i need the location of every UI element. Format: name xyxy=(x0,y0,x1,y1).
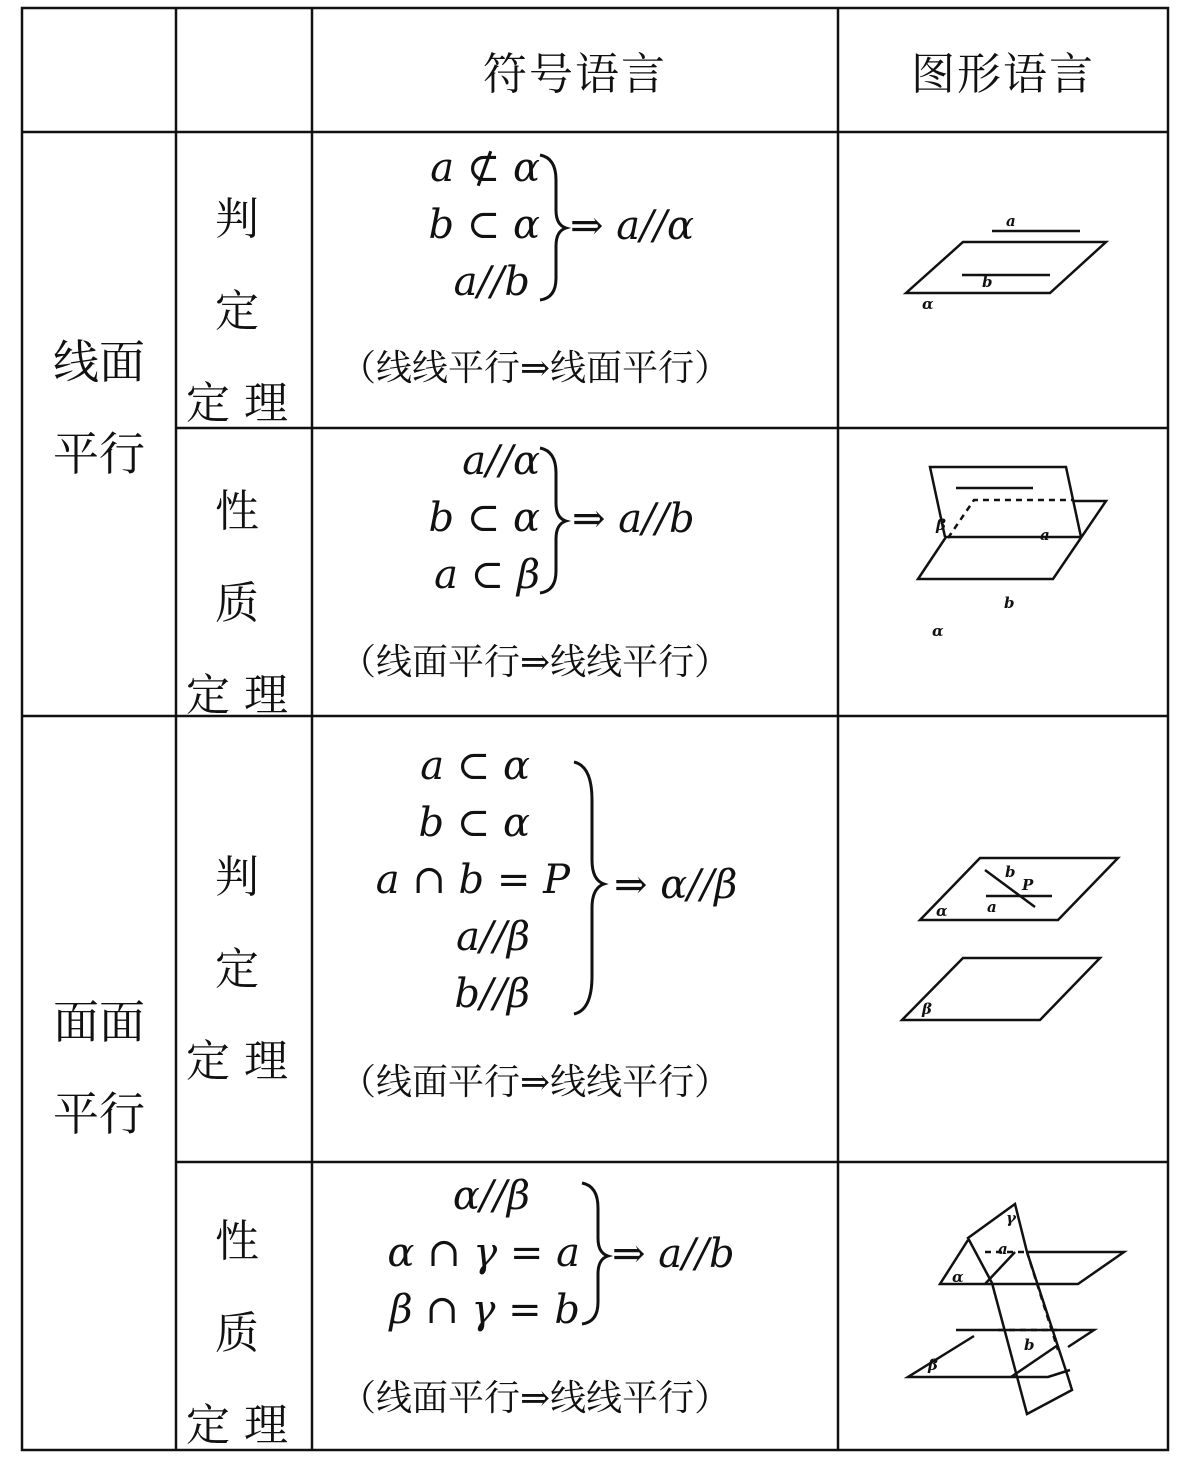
theorem-label: 定理 xyxy=(186,378,302,429)
condition: α//β xyxy=(452,1173,530,1219)
figure-label: b xyxy=(1004,594,1015,612)
figure-label: b xyxy=(1005,863,1016,881)
figure-label: b xyxy=(1024,1336,1035,1354)
condition: a ⊂ α xyxy=(420,743,530,789)
theorem-label: 定理 xyxy=(186,1036,302,1087)
figure-label: α xyxy=(936,902,948,920)
theorem-label: 判 定 xyxy=(215,194,273,337)
figure-label: β xyxy=(922,1000,932,1018)
figure-label: α xyxy=(952,1268,964,1286)
condition: b ⊂ α xyxy=(428,495,540,541)
condition: b ⊂ α xyxy=(418,800,530,846)
note: （线面平行⇒线线平行） xyxy=(340,642,731,683)
condition: a ⊂ β xyxy=(434,552,540,598)
category-label: 平行 xyxy=(53,1087,145,1141)
header-symbol-language: 符号语言 xyxy=(483,49,667,100)
figure-label: α xyxy=(932,622,944,640)
figure-label: γ xyxy=(1006,1209,1016,1227)
figure-row1 xyxy=(906,231,1106,293)
figure-row2 xyxy=(918,467,1106,579)
conclusion: ⇒ a//b xyxy=(572,496,695,542)
condition: a ∩ b = P xyxy=(375,857,570,903)
conclusion: ⇒ a//α xyxy=(570,203,695,249)
figure-label: b xyxy=(982,273,993,291)
category-label: 面面 xyxy=(53,995,145,1049)
category-label: 线面 xyxy=(53,335,145,389)
figure-row4 xyxy=(908,1204,1124,1414)
condition: β ∩ γ = b xyxy=(389,1287,580,1333)
figure-label: β xyxy=(936,516,946,534)
theorem-label: 定理 xyxy=(186,670,302,721)
theorem-label: 定理 xyxy=(186,1400,302,1451)
figure-label: α xyxy=(922,295,934,313)
figure-label: a xyxy=(1040,526,1050,544)
condition: a//α xyxy=(462,438,540,484)
note: （线线平行⇒线面平行） xyxy=(340,348,731,389)
theorem-label: 性 质 xyxy=(215,1216,273,1359)
condition: a//β xyxy=(456,914,530,960)
condition: a//b xyxy=(453,259,530,305)
theorem-label: 判 定 xyxy=(215,852,273,995)
condition: b//β xyxy=(454,971,530,1017)
figure-label: a xyxy=(998,1240,1008,1258)
figure-label: a xyxy=(987,898,997,916)
category-label: 平行 xyxy=(53,427,145,481)
condition: a ⊄ α xyxy=(430,145,540,191)
figure-label: a xyxy=(1006,212,1016,230)
figure-label: β xyxy=(928,1356,938,1374)
conclusion: ⇒ α//β xyxy=(614,862,738,908)
condition: b ⊂ α xyxy=(428,202,540,248)
theorem-label: 性 质 xyxy=(215,486,273,629)
note: （线面平行⇒线线平行） xyxy=(340,1378,731,1419)
figure-label: P xyxy=(1022,876,1034,894)
condition: α ∩ γ = a xyxy=(387,1230,580,1276)
header-figure-language: 图形语言 xyxy=(911,49,1095,100)
figure-row3 xyxy=(902,858,1118,1020)
conclusion: ⇒ a//b xyxy=(612,1231,735,1277)
note: （线面平行⇒线线平行） xyxy=(340,1062,731,1103)
